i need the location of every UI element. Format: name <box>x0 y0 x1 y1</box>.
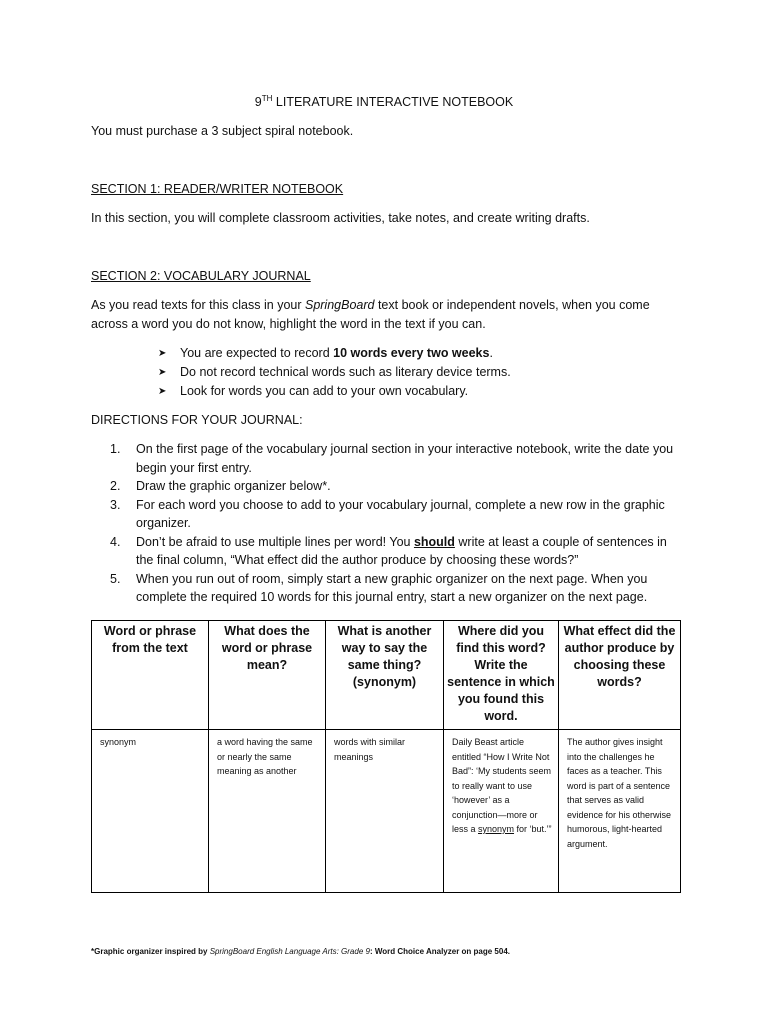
bullet-item: ➤ You are expected to record 10 words every two weeks. <box>158 344 678 363</box>
section1-heading: SECTION 1: READER/WRITER NOTEBOOK <box>91 182 344 196</box>
column-header: Where did you find this word? Write the sentence in which you found this word. <box>444 621 559 730</box>
column-header: Word or phrase from the text <box>92 621 209 730</box>
list-item: 4. Don’t be afraid to use multiple lines per word! You should write at least a couple of sentences in the final column, “What effect did the author produce by choosing these words?” <box>110 534 667 567</box>
emphasis-should: should <box>413 534 455 549</box>
list-item: 5. When you run out of room, simply start a new graphic organizer on the next page. When you complete the required 10 words for this journal entry, start a new organizer on the next page. <box>110 571 648 604</box>
bullet-list <box>158 344 678 401</box>
title-ordinal: 9 <box>254 95 262 110</box>
title-ordinal-suffix: TH <box>261 94 273 103</box>
column-header: What does the word or phrase mean? <box>209 621 326 730</box>
intro-text: You must purchase a 3 subject spiral notebook. <box>91 124 354 138</box>
bullet-item: ➤ Look for words you can add to your own vocabulary. <box>158 382 678 401</box>
page-title <box>0 94 768 109</box>
list-item: 2. Draw the graphic organizer below*. <box>110 479 331 493</box>
table-cell: The author gives insight into the challenges he faces as a teacher. This word is part of a sentence that serves as valid evidence for his otherwise humorous, light-hearted argument. <box>559 730 681 893</box>
arrowhead-bullet-icon: ➤ <box>158 367 167 378</box>
section1-text: In this section, you will complete classroom activities, take notes, and create writing drafts. <box>91 211 590 225</box>
directions-heading: DIRECTIONS FOR YOUR JOURNAL: <box>91 413 303 427</box>
table-header-row <box>92 621 681 730</box>
bullet-item: ➤ Do not record technical words such as literary device terms. <box>158 363 678 382</box>
table-cell: synonym <box>92 730 209 893</box>
table-cell: Daily Beast article entitled “How I Write Not Bad”: ‘My students seem to really want to use ‘however’ as a conjunction—more or less a synonym for ‘but.’” <box>444 730 559 893</box>
list-item: 1. On the first page of the vocabulary journal section in your interactive notebook, write the date you begin your first entry. <box>110 442 674 475</box>
title-text: LITERATURE INTERACTIVE NOTEBOOK <box>272 95 514 110</box>
arrowhead-bullet-icon: ➤ <box>158 386 167 397</box>
section2-heading: SECTION 2: VOCABULARY JOURNAL <box>91 269 311 283</box>
directions-list <box>91 440 681 607</box>
footnote: *Graphic organizer inspired by SpringBoard English Language Arts: Grade 9: Word Choice Analyzer on page 504. <box>91 947 510 956</box>
table-row <box>92 730 681 893</box>
arrowhead-bullet-icon: ➤ <box>158 348 167 359</box>
section2-paragraph: As you read texts for this class in your SpringBoard text book or independent novels, when you come across a word you do not know, highlight the word in the text if you can. <box>91 298 650 331</box>
list-item: 3. For each word you choose to add to your vocabulary journal, complete a new row in the graphic organizer. <box>110 497 665 530</box>
table-cell: a word having the same or nearly the same meaning as another <box>209 730 326 893</box>
table-cell: words with similar meanings <box>326 730 444 893</box>
graphic-organizer-table <box>91 620 681 893</box>
column-header: What is another way to say the same thing? (synonym) <box>326 621 444 730</box>
column-header: What effect did the author produce by choosing these words? <box>559 621 681 730</box>
springboard-title: SpringBoard <box>304 298 375 312</box>
